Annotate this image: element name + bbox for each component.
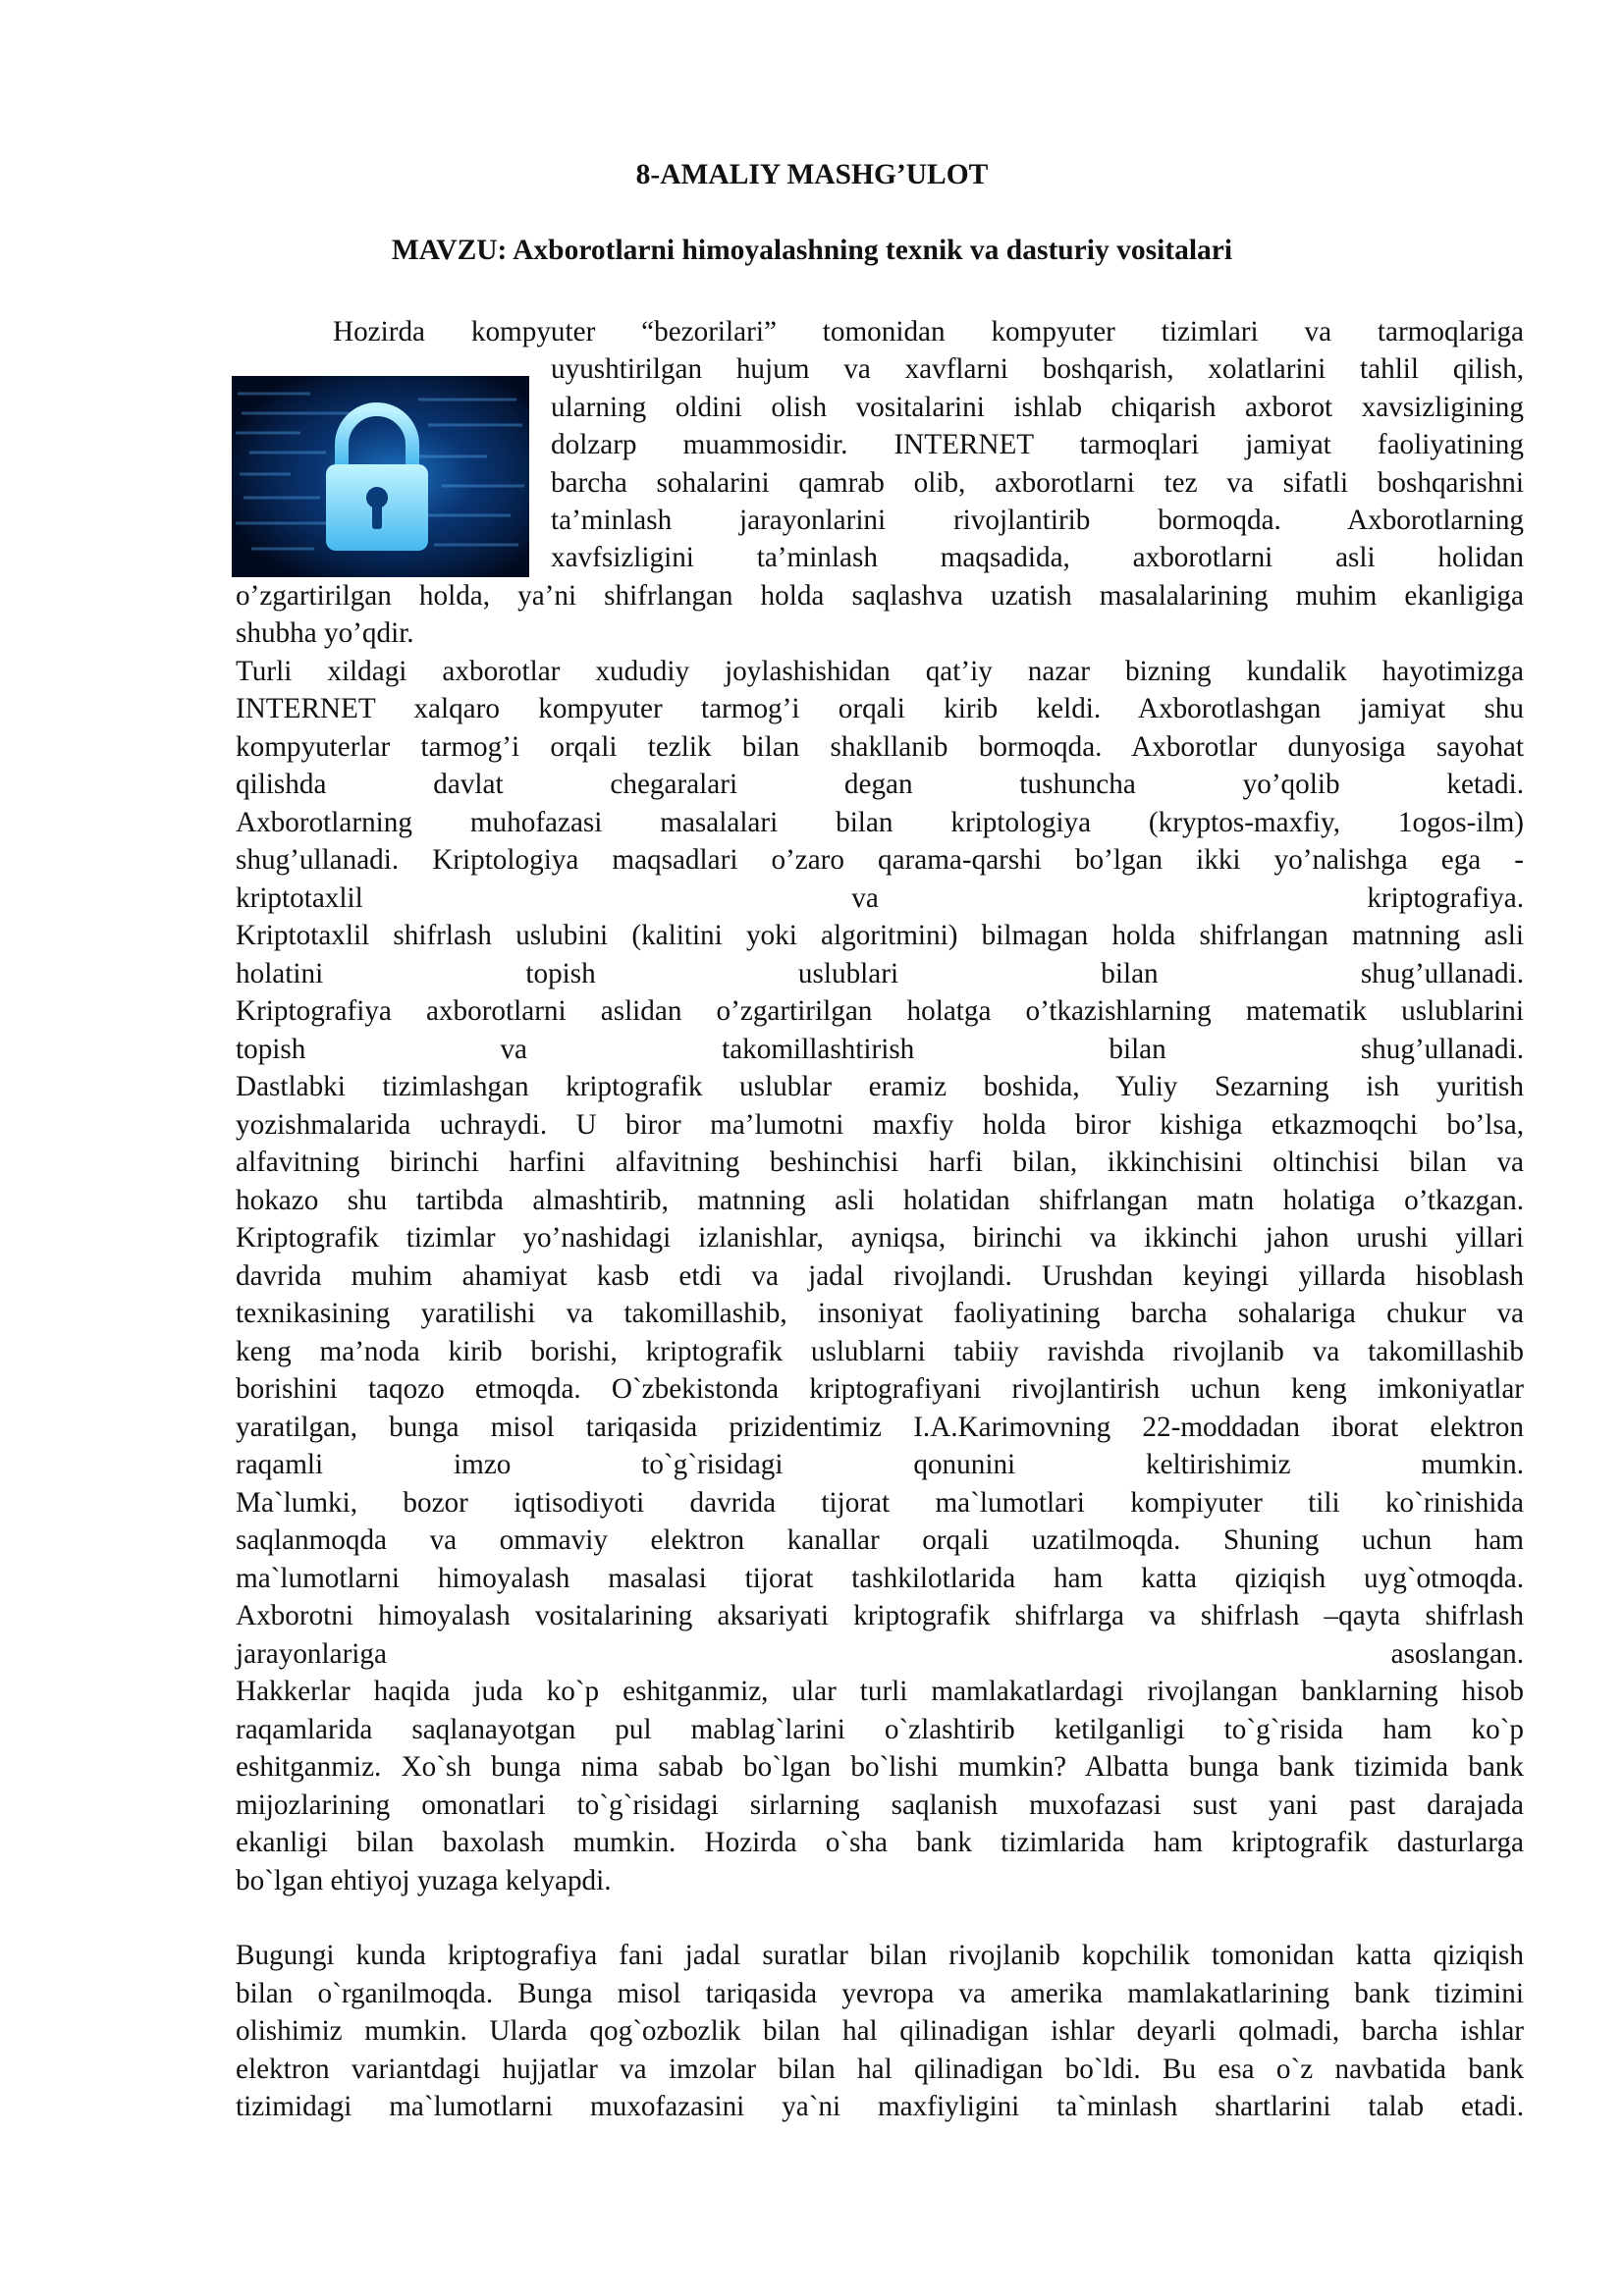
padlock-icon [232,376,529,577]
text-line: Hozirda kompyuter “bezorilari” tomonidan kompyuter tizimlari va tarmoqlariga [333,316,1524,347]
text-line: mijozlarining omonatlari to`g`risidagi sirlarning saqlanish muxofazasi sust yani past darajada [236,1789,1524,1821]
text-line: xavfsizligini ta’minlash maqsadida, axborotlarni asli holidan [551,542,1524,573]
text-line: Kriptografik tizimlar yo’nashidagi izlanishlar, ayniqsa, birinchi va ikkinchi jahon urushi yillari [236,1222,1524,1254]
text-line: o’zgartirilgan holda, ya’ni shifrlangan holda saqlashva uzatish masalalarining muhim ekanligiga [236,580,1524,612]
text-line: davrida muhim ahamiyat kasb etdi va jadal rivojlandi. Urushdan keyingi yillarda hisoblash [236,1260,1524,1292]
text-line: Axborotlarning muhofazasi masalalari bilan kriptologiya (kryptos-maxfiy, 1ogos-ilm) [236,807,1524,838]
text-line: Bugungi kunda kriptografiya fani jadal suratlar bilan rivojlanib kopchilik tomonidan katta qiziqish [236,1940,1524,1971]
text-line: Turli xildagi axborotlar xududiy joylashishidan qat’iy nazar bizning kundalik hayotimizga [236,656,1524,687]
text-line: ularning oldini olish vositalarini ishlab chiqarish axborot xavsizligining [551,392,1524,423]
text-line: raqamlarida saqlanayotgan pul mablag`larini o`zlashtirib ketilganligi to`g`risida ham ko`p [236,1714,1524,1745]
text-line: jarayonlariga asoslangan. [236,1638,1524,1670]
text-line: ekanligi bilan baxolash mumkin. Hozirda o`sha bank tizimlarida ham kriptografik dasturlarga [236,1827,1524,1858]
text-line: Dastlabki tizimlashgan kriptografik uslublar eramiz boshida, Yuliy Sezarning ish yuritish [236,1071,1524,1102]
text-line: kompyuterlar tarmog’i orqali tezlik bilan shakllanib bormoqda. Axborotlar dunyosiga sayohat [236,731,1524,763]
text-line: bilan o`rganilmoqda. Bunga misol tariqasida yevropa va amerika mamlakatlarining bank tizimini [236,1978,1524,2009]
text-line: Hakkerlar haqida juda ko`p eshitganmiz, ular turli mamlakatlardagi rivojlangan banklarning hisob [236,1676,1524,1707]
text-line: borishini taqozo etmoqda. O`zbekistonda kriptografiyani rivojlantirish uchun keng imkoniyatlar [236,1373,1524,1405]
text-line: ta’minlash jarayonlarini rivojlantirib bormoqda. Axborotlarning [551,505,1524,536]
text-line: kriptotaxlil va kriptografiya. [236,882,1524,914]
text-line: holatini topish uslublari bilan shug’ullanadi. [236,958,1524,989]
text-line: ma`lumotlarni himoyalash masalasi tijorat tashkilotlarida ham katta qiziqish uyg`otmoqda. [236,1563,1524,1594]
text-line: tizimidagi ma`lumotlarni muxofazasini ya`ni maxfiyligini ta`minlash shartlarini talab etadi. [236,2091,1524,2122]
document-subtitle: MAVZU: Axborotlarni himoyalashning texnik va dasturiy vositalari [391,235,1233,266]
text-line: olishimiz mumkin. Ularda qog`ozbozlik bilan hal qilinadigan ishlar deyarli qolmadi, barcha ishlar [236,2015,1524,2047]
text-line: Ma`lumki, bozor iqtisodiyoti davrida tijorat ma`lumotlari kompiyuter tili ko`rinishida [236,1487,1524,1519]
text-line: shubha yo’qdir. [236,617,414,649]
text-line: texnikasining yaratilishi va takomillashib, insoniyat faoliyatining barcha sohalariga chukur va [236,1298,1524,1329]
text-line: Axborotni himoyalash vositalarining aksariyati kriptografik shifrlarga va shifrlash –qayta shifrlash [236,1600,1524,1631]
text-line: alfavitning birinchi harfini alfavitning beshinchisi harfi bilan, ikkinchisini oltinchisi bilan va [236,1147,1524,1178]
text-line: shug’ullanadi. Kriptologiya maqsadlari o’zaro qarama-qarshi bo’lgan ikki yo’nalishga ega - [236,844,1524,876]
text-line: eshitganmiz. Xo`sh bunga nima sabab bo`lgan bo`lishi mumkin? Albatta bunga bank tizimida bank [236,1751,1524,1783]
text-line: Kriptografiya axborotlarni aslidan o’zgartirilgan holatga o’tkazishlarning matematik uslublarini [236,995,1524,1027]
text-line: barcha sohalarini qamrab olib, axborotlarni tez va sifatli boshqarishni [551,467,1524,499]
text-line: yaratilgan, bunga misol tariqasida prizidentimiz I.A.Karimovning 22-moddadan iborat elektron [236,1412,1524,1443]
text-line: qilishda davlat chegaralari degan tushuncha yo’qolib ketadi. [236,769,1524,800]
text-line: uyushtirilgan hujum va xavflarni boshqarish, xolatlarini tahlil qilish, [551,353,1524,385]
text-line: raqamli imzo to`g`risidagi qonunini keltirishimiz mumkin. [236,1449,1524,1480]
text-line: hokazo shu tartibda almashtirib, matnning asli holatidan shifrlangan matn holatiga o’tkazgan. [236,1185,1524,1216]
text-line: topish va takomillashtirish bilan shug’ullanadi. [236,1034,1524,1065]
text-line: Kriptotaxlil shifrlash uslubini (kalitini yoki algoritmini) bilmagan holda shifrlangan matnning asli [236,920,1524,951]
text-line: elektron variantdagi hujjatlar va imzolar bilan hal qilinadigan bo`ldi. Bu esa o`z navbatida bank [236,2054,1524,2085]
text-line: dolzarp muammosidir. INTERNET tarmoqlari jamiyat faoliyatining [551,429,1524,460]
text-line: saqlanmoqda va ommaviy elektron kanallar orqali uzatilmoqda. Shuning uchun ham [236,1524,1524,1556]
text-line: bo`lgan ehtiyoj yuzaga kelyapdi. [236,1865,612,1896]
document-title: 8-AMALIY MASHG’ULOT [635,159,989,190]
padlock-image [232,376,529,577]
text-line: yozishmalarida uchraydi. U biror ma’lumotni maxfiy holda biror kishiga etkazmoqchi bo’lsa, [236,1109,1524,1141]
text-line: keng ma’noda kirib borishi, kriptografik uslublarni tabiiy ravishda rivojlanib va takomillashib [236,1336,1524,1367]
text-line: INTERNET xalqaro kompyuter tarmog’i orqali kirib keldi. Axborotlashgan jamiyat shu [236,693,1524,724]
